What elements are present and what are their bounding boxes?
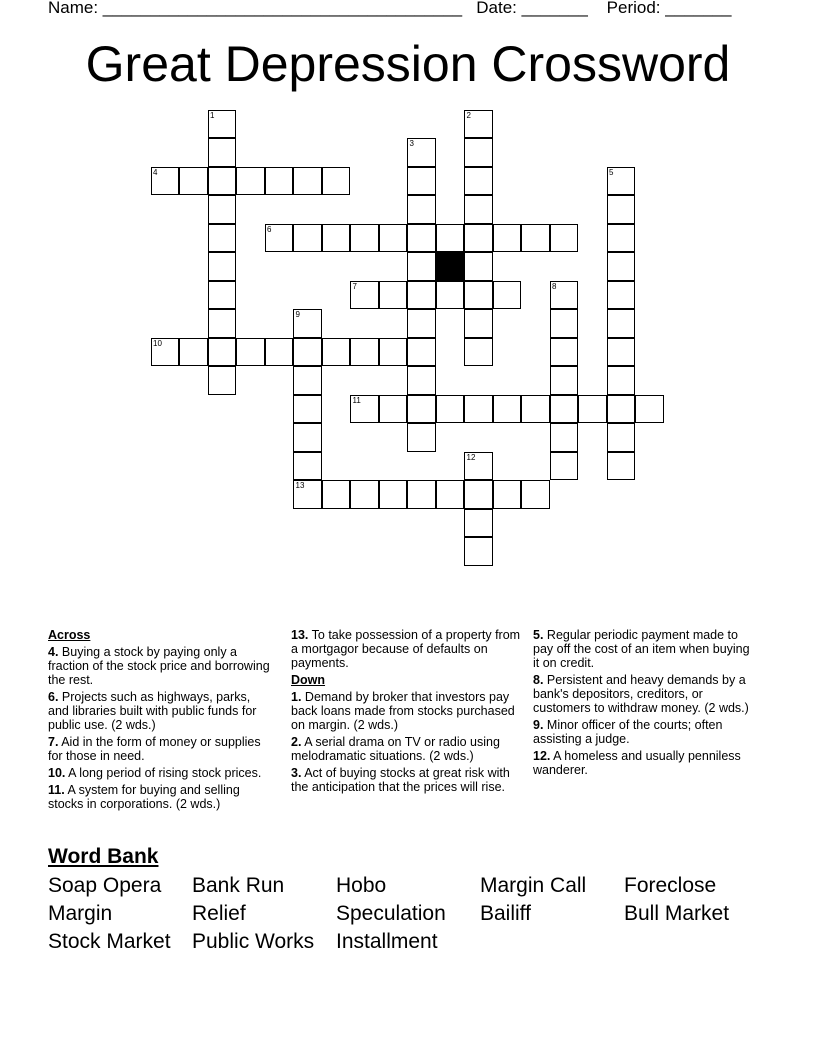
crossword-cell[interactable]: [208, 195, 237, 224]
crossword-cell[interactable]: [464, 224, 493, 253]
clue-text: A system for buying and selling stocks in corporations. (2 wds.): [48, 783, 240, 811]
crossword-cell[interactable]: [493, 395, 522, 424]
clue-number: 12: [466, 452, 476, 462]
crossword-cell[interactable]: [493, 224, 522, 253]
crossword-cell[interactable]: [607, 395, 636, 424]
clue-number: 4.: [48, 645, 59, 659]
crossword-cell[interactable]: [151, 167, 180, 196]
crossword-cell[interactable]: [407, 252, 436, 281]
black-square: [436, 252, 465, 281]
crossword-cell[interactable]: [179, 338, 208, 367]
crossword-cell[interactable]: [436, 395, 465, 424]
crossword-cell[interactable]: [407, 224, 436, 253]
crossword-cell[interactable]: [350, 224, 379, 253]
crossword-cell[interactable]: [493, 281, 522, 310]
clue-number: 6: [267, 224, 272, 234]
crossword-cell[interactable]: [208, 167, 237, 196]
crossword-cell[interactable]: [322, 224, 351, 253]
crossword-cell[interactable]: [464, 195, 493, 224]
crossword-cell[interactable]: [322, 167, 351, 196]
clue: [533, 749, 758, 777]
crossword-cell[interactable]: [436, 281, 465, 310]
crossword-cell[interactable]: [464, 138, 493, 167]
crossword-cell[interactable]: [407, 309, 436, 338]
crossword-cell[interactable]: [635, 395, 664, 424]
crossword-cell[interactable]: [407, 138, 436, 167]
clue-number: 2.: [291, 735, 302, 749]
crossword-cell[interactable]: [407, 195, 436, 224]
word-bank-item: Bank Run: [192, 874, 285, 897]
crossword-cell[interactable]: [550, 452, 579, 481]
clue-number: 4: [153, 167, 158, 177]
crossword-cell[interactable]: [464, 338, 493, 367]
clues-column-1: [48, 628, 273, 814]
clue-number: 10: [153, 338, 162, 348]
clue-text: To take possession of a property from a mortgagor because of defaults on payments.: [291, 628, 521, 670]
clue-number: 5.: [533, 628, 544, 642]
clue-text: A long period of rising stock prices.: [65, 766, 262, 780]
name-date-period-line: Name: ______________________________________ Date: _______ Period: _______: [48, 0, 732, 17]
crossword-cell[interactable]: [379, 281, 408, 310]
word-bank-item: Soap Opera: [48, 874, 162, 897]
crossword-cell[interactable]: [407, 281, 436, 310]
crossword-cell[interactable]: [407, 366, 436, 395]
clue-text: Demand by broker that investors pay back loans made from stocks purchased on margin. (2 wds.): [291, 690, 515, 732]
clue-text: Regular periodic payment made to pay off the cost of an item when buying it on credit.: [533, 628, 750, 670]
crossword-cell[interactable]: [464, 452, 493, 481]
clue-text: Buying a stock by paying only a fraction of the stock price and borrowing the rest.: [48, 645, 270, 687]
crossword-cell[interactable]: [607, 281, 636, 310]
crossword-cell[interactable]: [293, 395, 322, 424]
crossword-cell[interactable]: [322, 338, 351, 367]
crossword-cell[interactable]: [607, 252, 636, 281]
clue-text: Act of buying stocks at great risk with the anticipation that the prices will rise.: [291, 766, 510, 794]
crossword-cell[interactable]: [550, 309, 579, 338]
clue-text: Projects such as highways, parks, and libraries built with public funds for public use. (2 wds.): [48, 690, 257, 732]
crossword-cell[interactable]: [293, 452, 322, 481]
word-bank-item: Hobo: [336, 874, 387, 897]
crossword-cell[interactable]: [293, 480, 322, 509]
clue-number: 2: [466, 110, 471, 120]
word-bank-item: Public Works: [192, 930, 315, 953]
clue-number: 1.: [291, 690, 302, 704]
crossword-cell[interactable]: [464, 167, 493, 196]
clue-number: 3.: [291, 766, 302, 780]
crossword-cell[interactable]: [379, 338, 408, 367]
crossword-cell[interactable]: [464, 537, 493, 566]
crossword-cell[interactable]: [550, 423, 579, 452]
clue-text: Aid in the form of money or supplies for those in need.: [48, 735, 261, 763]
clue-number: 7: [352, 281, 357, 291]
clue-number: 6.: [48, 690, 59, 704]
clue-text: Persistent and heavy demands by a bank's depositors, creditors, or customers to withdraw money. (2 wds.): [533, 673, 749, 715]
crossword-cell[interactable]: [208, 309, 237, 338]
clue-number: 7.: [48, 735, 59, 749]
clue: [48, 645, 273, 687]
crossword-cell[interactable]: [464, 252, 493, 281]
clue: [48, 690, 273, 732]
clue-number: 3: [409, 139, 414, 148]
crossword-cell[interactable]: [293, 309, 322, 338]
crossword-cell[interactable]: [578, 395, 607, 424]
crossword-cell[interactable]: [550, 224, 579, 253]
crossword-cell[interactable]: [236, 167, 265, 196]
clues-column-2: [291, 628, 523, 797]
crossword-cell[interactable]: [607, 366, 636, 395]
crossword-cell[interactable]: [265, 224, 294, 253]
crossword-cell[interactable]: [236, 338, 265, 367]
crossword-cell[interactable]: [436, 224, 465, 253]
crossword-cell[interactable]: [265, 338, 294, 367]
crossword-cell[interactable]: [208, 138, 237, 167]
crossword-cell[interactable]: [179, 167, 208, 196]
crossword-cell[interactable]: [208, 338, 237, 367]
crossword-cell[interactable]: [379, 395, 408, 424]
clue-number: 10.: [48, 766, 66, 780]
crossword-cell[interactable]: [407, 395, 436, 424]
clue: [291, 766, 523, 794]
crossword-cell[interactable]: [350, 281, 379, 310]
crossword-cell[interactable]: [208, 252, 237, 281]
clue: [533, 628, 758, 670]
crossword-cell[interactable]: [293, 366, 322, 395]
crossword-cell[interactable]: [293, 338, 322, 367]
crossword-cell[interactable]: [151, 338, 180, 367]
crossword-cell[interactable]: [407, 338, 436, 367]
word-bank-item: Bailiff: [480, 902, 531, 925]
clue: [48, 735, 273, 763]
word-bank-item: Margin Call: [480, 874, 587, 897]
clues-column-3: [533, 628, 758, 780]
clue: [533, 718, 758, 746]
crossword-cell[interactable]: [607, 452, 636, 481]
crossword-cell[interactable]: [550, 281, 579, 310]
crossword-cell[interactable]: [208, 366, 237, 395]
clue-number: 13.: [291, 628, 309, 642]
word-bank-item: Margin: [48, 902, 113, 925]
crossword-cell[interactable]: [607, 224, 636, 253]
word-bank-item: Installment: [336, 930, 438, 953]
clue: [291, 735, 523, 763]
clue-number: 13: [295, 481, 305, 490]
crossword-cell[interactable]: [550, 366, 579, 395]
clue-number: 9.: [533, 718, 544, 732]
crossword-cell[interactable]: [379, 480, 408, 509]
clue-number: 5: [609, 167, 614, 177]
clue-text: A homeless and usually penniless wanderer.: [533, 749, 741, 777]
crossword-cell[interactable]: [464, 509, 493, 538]
crossword-cell[interactable]: [607, 195, 636, 224]
crossword-cell[interactable]: [550, 395, 579, 424]
clue-number: 8: [552, 281, 557, 291]
clue-number: 12.: [533, 749, 551, 763]
crossword-cell[interactable]: [521, 395, 550, 424]
crossword-cell[interactable]: [521, 480, 550, 509]
crossword-cell[interactable]: [208, 281, 237, 310]
clue-heading: Down: [291, 673, 326, 687]
clue: [48, 766, 273, 780]
crossword-cell[interactable]: [607, 423, 636, 452]
word-bank-item: Foreclose: [624, 874, 717, 897]
crossword-cell[interactable]: [208, 224, 237, 253]
crossword-cell[interactable]: [407, 167, 436, 196]
crossword-cell[interactable]: [464, 480, 493, 509]
crossword-cell[interactable]: [607, 338, 636, 367]
clue: [291, 690, 523, 732]
crossword-cell[interactable]: [607, 167, 636, 196]
word-bank-item: Speculation: [336, 902, 446, 925]
word-bank-item: Relief: [192, 902, 246, 925]
crossword-cell[interactable]: [208, 110, 237, 139]
clue: [533, 673, 758, 715]
crossword-cell[interactable]: [350, 480, 379, 509]
crossword-cell[interactable]: [293, 224, 322, 253]
crossword-cell[interactable]: [265, 167, 294, 196]
clue-number: 9: [295, 310, 300, 319]
crossword-cell[interactable]: [464, 110, 493, 139]
clue: [291, 628, 523, 670]
crossword-cell[interactable]: [464, 309, 493, 338]
clue: [48, 783, 273, 811]
crossword-cell[interactable]: [464, 395, 493, 424]
crossword-cell[interactable]: [436, 480, 465, 509]
crossword-cell[interactable]: [407, 480, 436, 509]
page-title: Great Depression Crossword: [85, 36, 731, 92]
clue-text: Minor officer of the courts; often assisting a judge.: [533, 718, 723, 746]
clue-number: 11.: [48, 783, 65, 797]
crossword-cell[interactable]: [607, 309, 636, 338]
clue-number: 11: [352, 395, 361, 405]
crossword-cell[interactable]: [293, 423, 322, 452]
clue-number: 8.: [533, 673, 544, 687]
crossword-cell[interactable]: [293, 167, 322, 196]
crossword-cell[interactable]: [379, 224, 408, 253]
crossword-cell[interactable]: [407, 423, 436, 452]
crossword-cell[interactable]: [322, 480, 351, 509]
crossword-cell[interactable]: [521, 224, 550, 253]
crossword-cell[interactable]: [464, 281, 493, 310]
word-bank-item: Stock Market: [48, 930, 171, 953]
crossword-cell[interactable]: [350, 338, 379, 367]
clue-number: 1: [210, 110, 215, 120]
crossword-cell[interactable]: [550, 338, 579, 367]
clue-heading: Across: [48, 628, 91, 642]
word-bank-title: Word Bank: [48, 845, 159, 868]
crossword-cell[interactable]: [350, 395, 379, 424]
crossword-cell[interactable]: [493, 480, 522, 509]
word-bank-item: Bull Market: [624, 902, 730, 925]
clue-text: A serial drama on TV or radio using melodramatic situations. (2 wds.): [291, 735, 500, 763]
